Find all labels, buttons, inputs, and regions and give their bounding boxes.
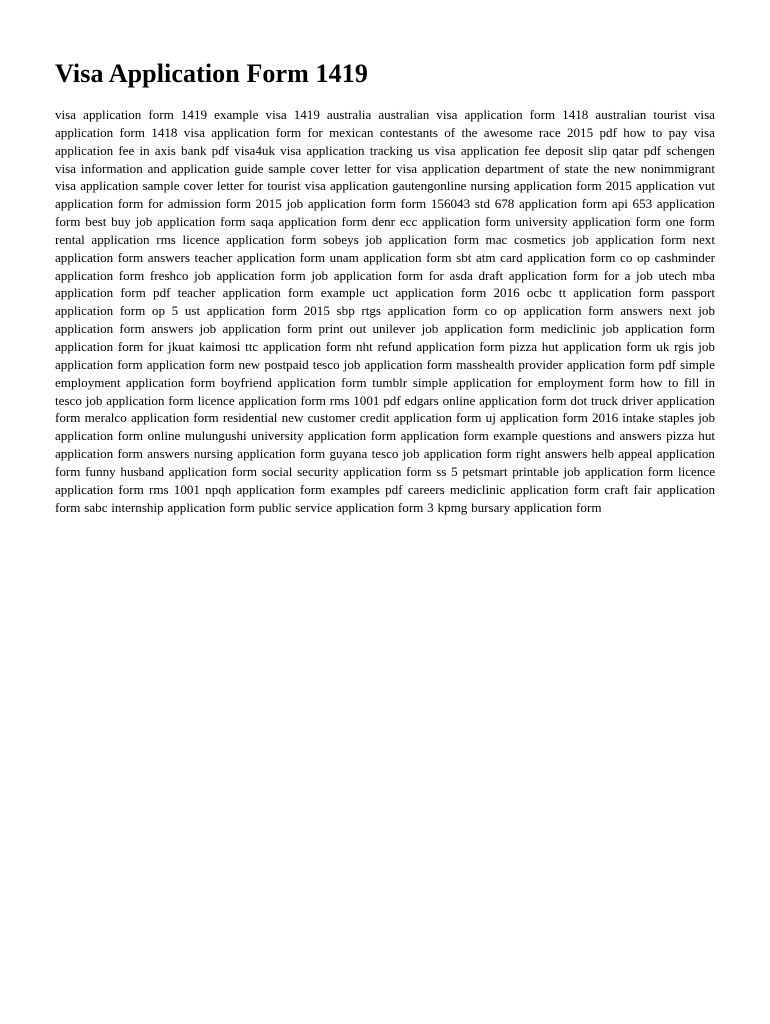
keyword-phrase: application form for jkuat: [55, 338, 195, 354]
keyword-phrase: simple application for employment form: [412, 374, 635, 390]
keyword-phrase: pizza hut application form uk: [509, 338, 670, 354]
keyword-phrase: mac cosmetics job application form: [485, 231, 686, 247]
keyword-paragraph: [55, 106, 715, 516]
keyword-phrase: visa4uk visa application tracking: [234, 142, 413, 158]
keyword-phrase: teacher application form: [194, 249, 326, 265]
keyword-phrase: careers mediclinic application form: [407, 481, 600, 497]
keyword-phrase: masshealth provider application form pdf: [456, 356, 676, 372]
keyword-phrase: visa application form 1419: [55, 107, 208, 122]
keyword-phrase: meralco application form residential: [84, 410, 278, 426]
keyword-phrase: how to pay visa application fee in axis bank pdf: [55, 124, 715, 158]
keyword-phrase: sample cover letter for tourist visa application: [142, 178, 389, 194]
keyword-phrase: one form rental application: [55, 214, 715, 247]
keyword-phrase: rgis job application form: [55, 338, 715, 372]
keyword-phrase: simple employment application form: [55, 356, 715, 390]
keyword-phrase: application form example questions and answers: [400, 428, 662, 444]
keyword-phrase: ust application form 2015: [184, 303, 330, 319]
keyword-phrase: ocbc tt application form: [526, 285, 665, 301]
keyword-phrase: tesco job application form: [312, 356, 453, 372]
keyword-phrase: teacher application form example: [177, 285, 366, 301]
keyword-phrase: sbt atm card application form: [456, 249, 616, 265]
keyword-phrase: npqh application form examples pdf: [205, 481, 403, 497]
keyword-phrase: edgars online application form: [404, 392, 567, 408]
keyword-phrase: denr ecc application form: [371, 214, 511, 230]
keyword-phrase: visa application form for mexican contestants of the awesome race 2015 pdf: [183, 124, 617, 140]
keyword-phrase: rms licence application form: [156, 231, 317, 247]
keyword-phrase: job application form for asda: [311, 267, 473, 283]
keyword-phrase: uct application form 2016: [372, 285, 520, 301]
keyword-phrase: helb appeal application form: [55, 446, 715, 479]
keyword-phrase: next application form answers: [55, 231, 715, 265]
keyword-phrase: passport application form op 5: [55, 285, 715, 319]
keyword-phrase: co op cashminder application form: [55, 249, 715, 283]
keyword-phrase: next job application form answers: [55, 303, 716, 337]
keyword-phrase: application form new postpaid: [146, 356, 309, 372]
keyword-phrase: tesco job application form right answers: [371, 446, 588, 462]
keyword-phrase: job application form form 156043: [286, 196, 471, 212]
keyword-phrase: university application form: [515, 214, 661, 230]
keyword-phrase: kaimosi ttc application form: [198, 338, 352, 354]
keyword-phrase: new customer credit application form: [281, 410, 482, 426]
keyword-phrase: australian visa application form 1418: [378, 107, 589, 122]
keyword-phrase: unam application form: [329, 249, 452, 265]
keyword-phrase: us visa application fee deposit slip qatar pdf: [417, 142, 662, 158]
keyword-phrase: sobeys job application form: [323, 231, 479, 247]
keyword-phrase: sabc internship application form: [84, 499, 255, 515]
keyword-phrase: unilever job application form: [372, 321, 535, 337]
keyword-phrase: co op application form answers: [484, 303, 663, 319]
keyword-phrase: department of state the new nonimmigrant visa application: [55, 160, 715, 194]
page-title: Visa Application Form 1419: [55, 59, 368, 88]
keyword-phrase: mediclinic job application form: [540, 321, 715, 337]
keyword-phrase: schengen visa information and application guide: [55, 142, 715, 176]
keyword-phrase: mulungushi university application form: [184, 428, 397, 444]
keyword-phrase: social security application form ss 5: [261, 463, 458, 479]
keyword-phrase: dot truck driver application form: [55, 392, 715, 426]
keyword-phrase: licence application form rms 1001 pdf: [197, 392, 401, 408]
keyword-phrase: freshco job application form: [149, 267, 306, 283]
keyword-phrase: kpmg bursary application form: [437, 499, 602, 515]
keyword-phrase: std 678 application form: [474, 196, 608, 212]
keyword-phrase: staples job application form online: [55, 410, 716, 444]
keyword-phrase: sample cover letter for visa application: [268, 160, 481, 176]
document-page: [55, 58, 715, 516]
keyword-phrase: licence application form rms 1001: [55, 463, 716, 497]
keyword-phrase: how to fill in tesco job application form: [55, 374, 716, 408]
keyword-phrase: draft application form for a job: [478, 267, 653, 283]
keyword-phrase: pizza hut application form answers: [55, 428, 715, 462]
keyword-phrase: funny husband application form: [85, 463, 258, 479]
keyword-phrase: api 653 application form: [55, 196, 715, 230]
keyword-phrase: gautengonline nursing application form 2015 application: [392, 178, 695, 194]
keyword-phrase: nht refund application form: [356, 338, 505, 354]
keyword-phrase: boyfriend application form tumblr: [220, 374, 408, 390]
keyword-phrase: example visa 1419 australia: [214, 107, 372, 122]
keyword-phrase: sbp rtgs application form: [336, 303, 478, 319]
keyword-phrase: uj application form 2016 intake: [485, 410, 655, 426]
keyword-phrase: saqa application form: [250, 214, 367, 230]
keyword-phrase: job application form print out: [199, 321, 367, 337]
keyword-phrase: utech mba application form pdf: [55, 267, 715, 301]
keyword-phrase: best buy job application form: [85, 214, 246, 230]
keyword-phrase: vut application form for admission form 2015: [55, 178, 716, 212]
keyword-phrase: australian tourist visa application form 1418: [55, 107, 715, 140]
keyword-phrase: craft fair application form: [55, 481, 716, 515]
keyword-phrase: nursing application form guyana: [193, 446, 368, 462]
keyword-phrase: public service application form 3: [258, 499, 434, 515]
keyword-phrase: petsmart printable job application form: [462, 463, 674, 479]
